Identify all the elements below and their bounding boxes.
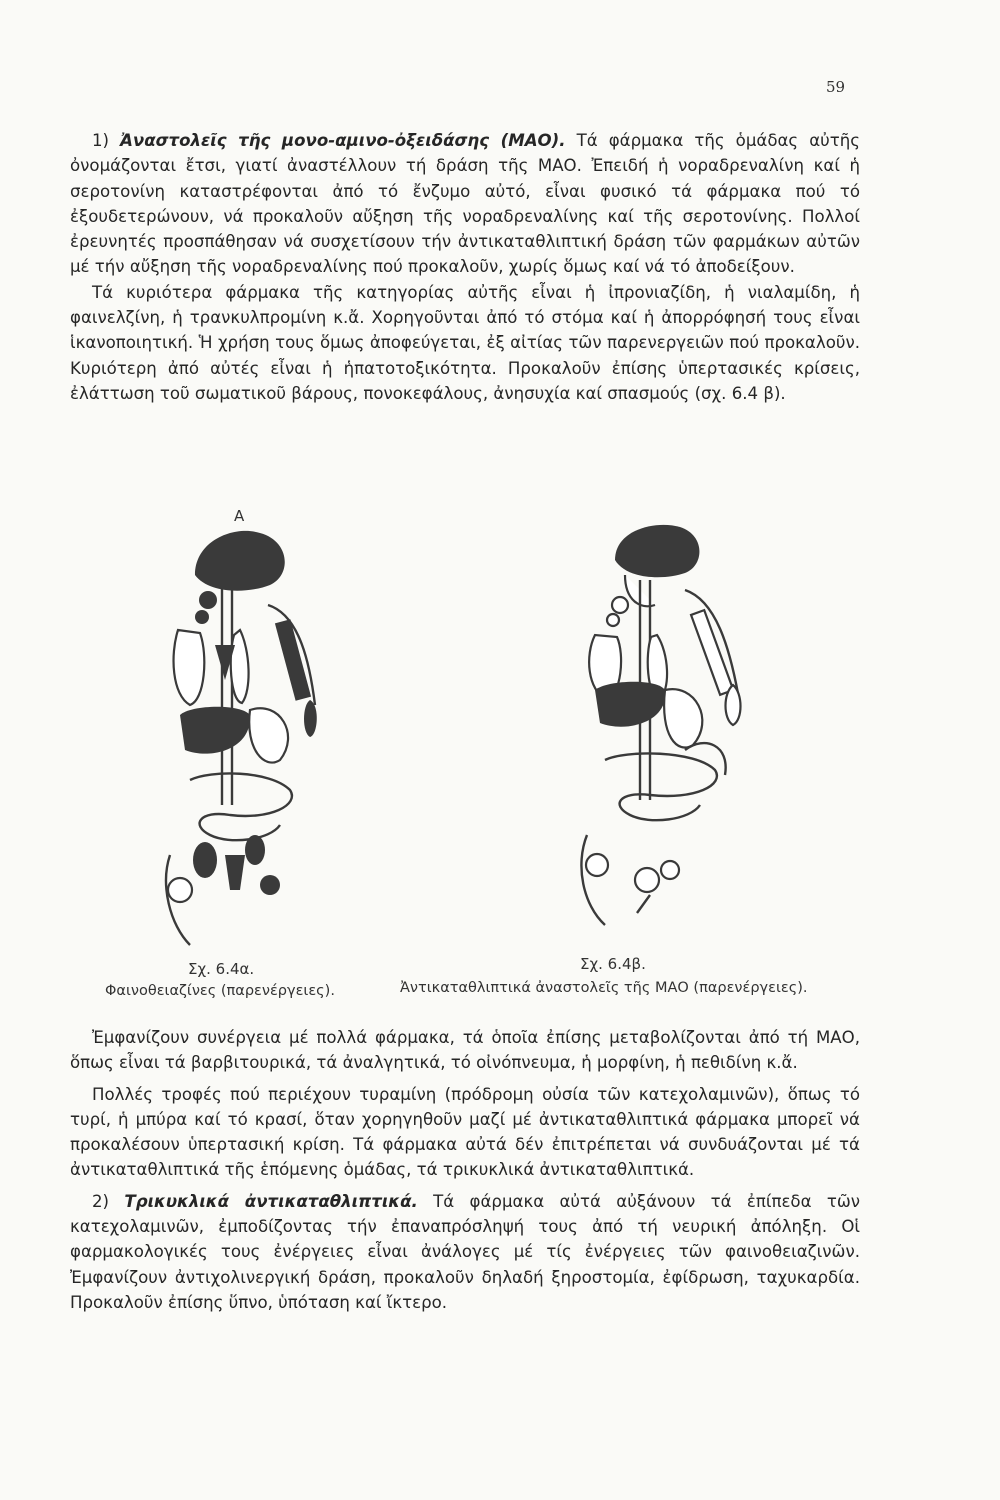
section-mao-inhibitors xyxy=(70,128,860,406)
section1-heading: Ἀναστολεῖς τῆς μονο-αμινο-ὀξειδάσης (ΜΑΟ). xyxy=(120,131,566,150)
section1-paragraph-3: Ἐμφανίζουν συνέργεια μέ πολλά φάρμακα, τά ὁποῖα ἐπίσης μεταβολίζονται ἀπό τή ΜΑΟ, ὅπως εἶναι τά βαρβιτουρικά, τά ἀναλγητικά, τό οἰνόπνευμα, ἡ μορφίνη, ἡ πεθιδίνη κ.ἄ. xyxy=(70,1028,860,1073)
figure-a-drawing xyxy=(150,505,380,965)
section1-number: 1) xyxy=(92,131,110,150)
page-number: 59 xyxy=(826,78,846,96)
figure-a-letter: Α xyxy=(234,507,245,525)
section1-paragraph-4: Πολλές τροφές πού περιέχουν τυραμίνη (πρόδρομη οὐσία τῶν κατεχολαμινῶν), ὅπως τό τυρί, ἡ μπύρα καί τό κρασί, ὅταν χορηγηθοῦν μαζί μέ ἀντικαταθλιπτικά φάρμακα μπορεῖ νά προκαλέσουν ὑπερτασική κρίση. Τά φάρμακα αὐτά δέν ἐπιτρέπεται νά συνδυάζονται μέ τά ἀντικαταθλιπτικά τῆς ἑπόμενης ὁμάδας, τά τρικυκλικά ἀντικαταθλιπτικά. xyxy=(70,1084,860,1180)
figure-a-label: Σχ. 6.4α. xyxy=(188,960,255,978)
figure-b-caption: Ἀντικαταθλιπτικά ἀναστολεῖς τῆς ΜΑΟ (παρενέργειες). xyxy=(400,980,808,996)
section2-heading: Τρικυκλικά ἀντικαταθλιπτικά. xyxy=(124,1191,418,1211)
section2-number: 2) xyxy=(92,1191,110,1211)
figure-6-4a xyxy=(150,505,380,978)
section1-para1-text: Τά φάρμακα τῆς ὁμάδας αὐτῆς ὀνομάζονται ἔτσι, γιατί ἀναστέλλουν τή δράση τῆς ΜΑΟ. Ἐπειδή ἡ νοραδρεναλίνη καί ἡ σεροτονίνη καταστρέφονται ἀπό τό ἔνζυμο αὐτό, εἶναι φυσικό τά φάρμακα πού τό ἐξουδετερώνουν, νά προκαλοῦν αὔξηση τῆς νοραδρεναλίνης καί τῆς σεροτονίνης. Πολλοί ἐρευνητές προσπάθησαν νά συσχετίσουν τήν ἀντικαταθλιπτική δράση τῶν φαρμάκων αὐτῶν μέ τήν αὔξηση τῆς νοραδρεναλίνης πού προκαλοῦν, χωρίς ὅμως καί νά τό ἀποδείξουν. xyxy=(70,131,860,277)
section2-paragraph-1 xyxy=(70,1189,860,1315)
section1-paragraph-2: Τά κυριότερα φάρμακα τῆς κατηγορίας αὐτῆς εἶναι ἡ ἰπρονιαζίδη, ἡ νιαλαμίδη, ἡ φαινελζίνη, ἡ τρανκυλπρομίνη κ.ἄ. Χορηγοῦνται ἀπό τό στόμα καί ἡ ἀπορρόφησή τους εἶναι ἱκανοποιητική. Ἡ χρήση τους ὅμως ἀποφεύγεται, ἐξ αἰτίας τῶν παρενεργειῶν πού προκαλοῦν. Κυριότερη ἀπό αὐτές εἶναι ἡ ἡπατοτοξικότητα. Προκαλοῦν ἐπίσης ὑπερτασικές κρίσεις, ἐλάττωση τοῦ σωματικοῦ βάρους, πονοκεφάλους, ἀνησυχία καί σπασμούς (σχ. 6.4 β). xyxy=(70,282,860,403)
continuation-and-section-tricyclics xyxy=(70,1025,860,1315)
figure-b-drawing xyxy=(565,505,805,965)
section2-para1-text: Τά φάρμακα αὐτά αὐξάνουν τά ἐπίπεδα τῶν κατεχολαμινῶν, ἐμποδίζοντας τήν ἐπαναπρόσληψή τους ἀπό τή νευρική ἀπόληξη. Οἱ φαρμακολογικές τους ἐνέργειες εἶναι ἀνάλογες μέ τίς ἐνέργειες τῶν φαινοθειαζινῶν. Ἐμφανίζουν ἀντιχολινεργική δράση, προκαλοῦν δηλαδή ξηροστομία, ἐφίδρωση, ταχυκαρδία. Προκαλοῦν ἐπίσης ὕπνο, ὑπόταση καί ἴκτερο. xyxy=(70,1191,860,1312)
section1-paragraph-1 xyxy=(70,128,860,280)
figure-b-label: Σχ. 6.4β. xyxy=(580,955,646,973)
figure-6-4b xyxy=(565,505,805,973)
figure-a-caption: Φαινοθειαζίνες (παρενέργειες). xyxy=(105,983,335,999)
